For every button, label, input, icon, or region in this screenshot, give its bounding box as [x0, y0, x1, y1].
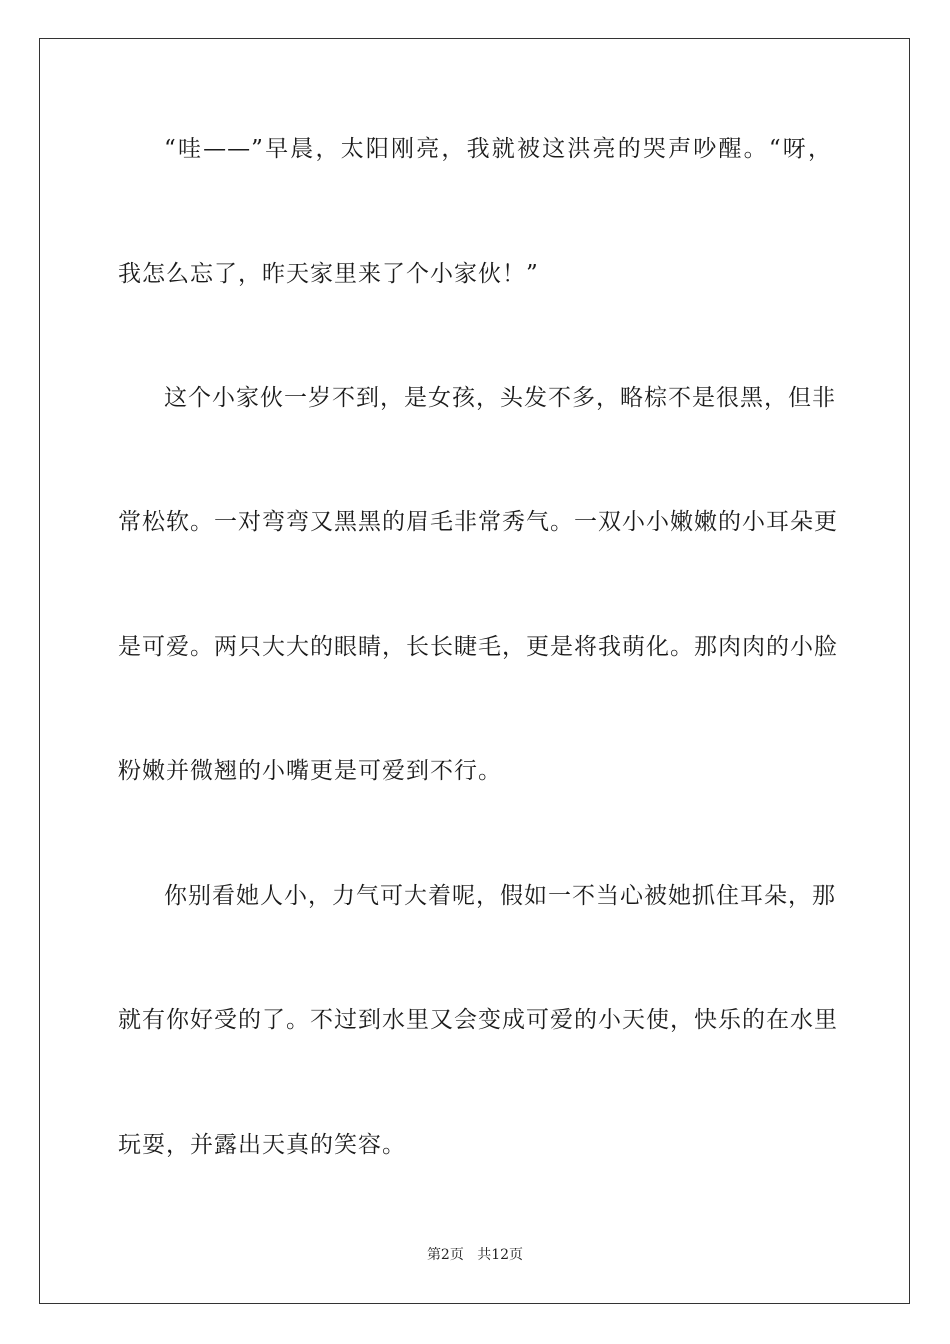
page-border: [39, 38, 910, 1304]
paragraph-2-line-2: 常松软。一对弯弯又黑黑的眉毛非常秀气。一双小小嫩嫩的小耳朵更: [118, 509, 838, 535]
paragraph-1-line-2: 我怎么忘了，昨天家里来了个小家伙！”: [118, 261, 539, 287]
paragraph-2-line-1: 这个小家伙一岁不到，是女孩，头发不多，略棕不是很黑，但非: [164, 385, 836, 411]
paragraph-2-line-3: 是可爱。两只大大的眼睛，长长睫毛，更是将我萌化。那肉肉的小脸: [118, 634, 838, 660]
page-footer: [0, 1246, 950, 1264]
paragraph-1-line-1: “哇——”早晨，太阳刚亮，我就被这洪亮的哭声吵醒。“呀，: [164, 136, 832, 162]
paragraph-3-line-1: 你别看她人小，力气可大着呢，假如一不当心被她抓住耳朵，那: [164, 883, 836, 909]
paragraph-2-line-4: 粉嫩并微翘的小嘴更是可爱到不行。: [118, 758, 502, 784]
paragraph-3-line-2: 就有你好受的了。不过到水里又会变成可爱的小天使，快乐的在水里: [118, 1007, 838, 1033]
page-number: 第2页: [426, 1247, 464, 1263]
paragraph-3-line-3: 玩耍，并露出天真的笑容。: [118, 1132, 406, 1158]
page-total: 共12页: [477, 1247, 524, 1263]
